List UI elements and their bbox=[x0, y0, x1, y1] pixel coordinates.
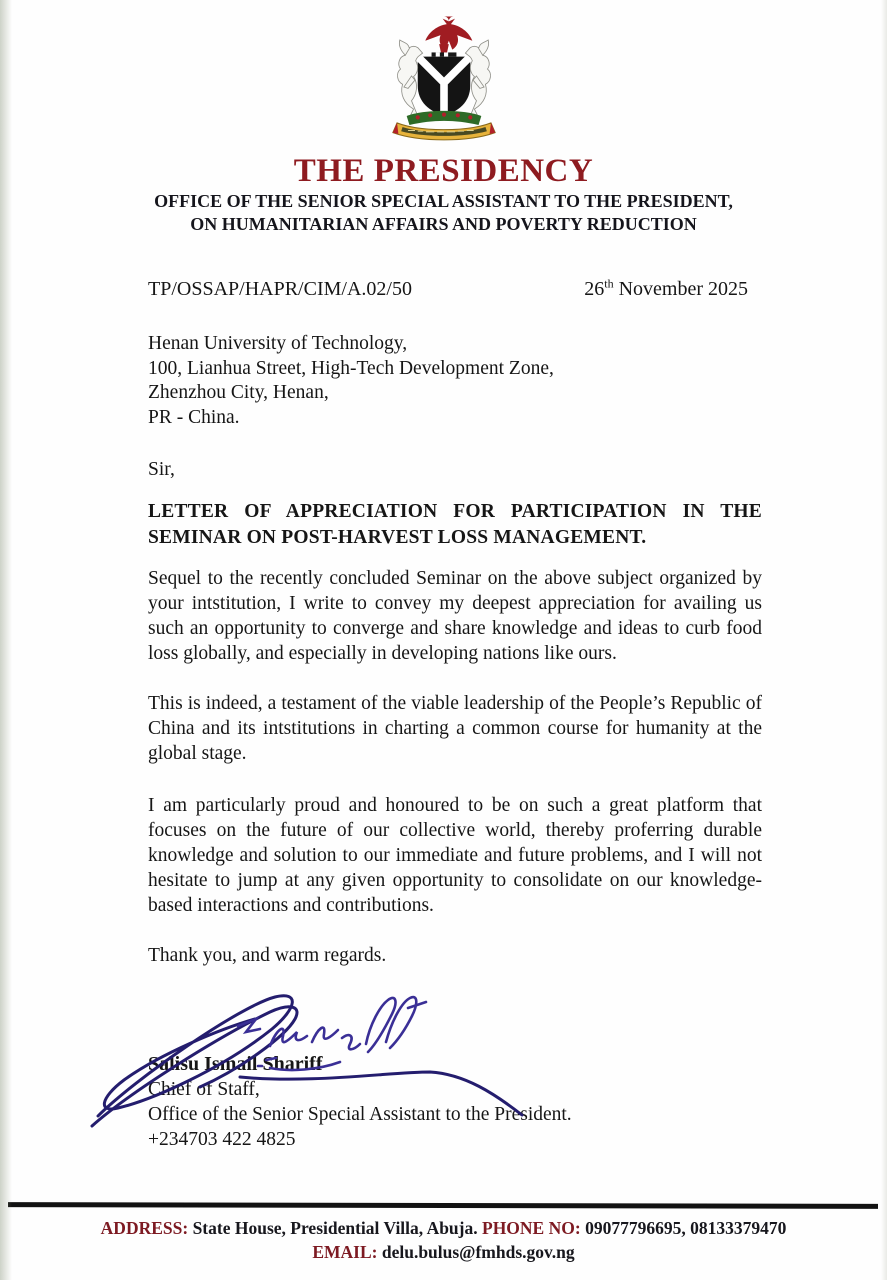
email-label: EMAIL: bbox=[312, 1242, 378, 1262]
paragraph-1: Sequel to the recently concluded Seminar on the above subject organized by your intstitution, I write to convey my deepest appreciation for availing us such an opportunity to converge and share knowledge and ideas to curb food loss globally, and especially in developing nations like ours. bbox=[148, 568, 762, 664]
scan-edge-shadow-left bbox=[0, 0, 12, 1280]
signer-role: Chief of Staff, bbox=[148, 1079, 260, 1100]
date-ordinal: th bbox=[604, 276, 614, 291]
address-label: ADDRESS: bbox=[100, 1218, 189, 1238]
footer-contact bbox=[0, 1216, 887, 1264]
letter-date bbox=[584, 276, 748, 302]
date-day: 26 bbox=[584, 278, 605, 300]
date-month-year: November 2025 bbox=[613, 278, 748, 300]
recipient-line: PR - China. bbox=[148, 406, 240, 428]
phone-value: 09077796695, 08133379470 bbox=[585, 1218, 787, 1238]
office-line-1: OFFICE OF THE SENIOR SPECIAL ASSISTANT TO THE PRESIDENT, bbox=[154, 191, 733, 211]
salutation: Sir, bbox=[148, 459, 175, 480]
scan-edge-shadow-right bbox=[881, 0, 887, 1280]
paragraph-2: This is indeed, a testament of the viable leadership of the People’s Republic of China and its intstitutions in charting a common course for humanity at the global stage. bbox=[148, 693, 762, 764]
footer-line-1 bbox=[0, 1216, 887, 1240]
letterhead-title: THE PRESIDENCY bbox=[293, 153, 594, 189]
letterhead bbox=[0, 10, 887, 236]
office-line-2: ON HUMANITARIAN AFFAIRS AND POVERTY REDUCTION bbox=[190, 214, 697, 234]
email-value: delu.bulus@fmhds.gov.ng bbox=[381, 1242, 575, 1262]
recipient-line: Zhenzhou City, Henan, bbox=[148, 382, 329, 403]
reference-and-date-row bbox=[148, 276, 762, 302]
recipient-address bbox=[148, 332, 762, 430]
footer-divider bbox=[8, 1202, 878, 1209]
signature-block bbox=[148, 1052, 762, 1152]
paragraph-3: I am particularly proud and honoured to be on such a great platform that focuses on the future of our collective world, thereby proferring durable knowledge and solution to our immediate and future problems, and I will not hesitate to jump at any given opportunity to consolidate on our knowledge-based interactions and contributions. bbox=[148, 795, 762, 916]
footer-line-2 bbox=[0, 1240, 887, 1264]
reference-number: TP/OSSAP/HAPR/CIM/A.02/50 bbox=[148, 278, 412, 300]
address-value: State House, Presidential Villa, Abuja. bbox=[192, 1218, 478, 1238]
letter-body bbox=[148, 276, 762, 1152]
signer-name: Salisu Ismail Shariff bbox=[148, 1053, 323, 1075]
signer-phone: +234703 422 4825 bbox=[148, 1129, 296, 1150]
phone-label: PHONE NO: bbox=[482, 1218, 581, 1238]
nigeria-coat-of-arms-icon bbox=[368, 10, 520, 151]
recipient-line: Henan University of Technology, bbox=[148, 333, 408, 354]
signer-office: Office of the Senior Special Assistant to the President. bbox=[148, 1104, 572, 1125]
recipient-line: 100, Lianhua Street, High-Tech Development Zone, bbox=[148, 357, 554, 379]
subject-line: LETTER OF APPRECIATION FOR PARTICIPATION IN THE SEMINAR ON POST-HARVEST LOSS MANAGEMENT. bbox=[148, 501, 762, 548]
closing-line: Thank you, and warm regards. bbox=[148, 945, 387, 966]
